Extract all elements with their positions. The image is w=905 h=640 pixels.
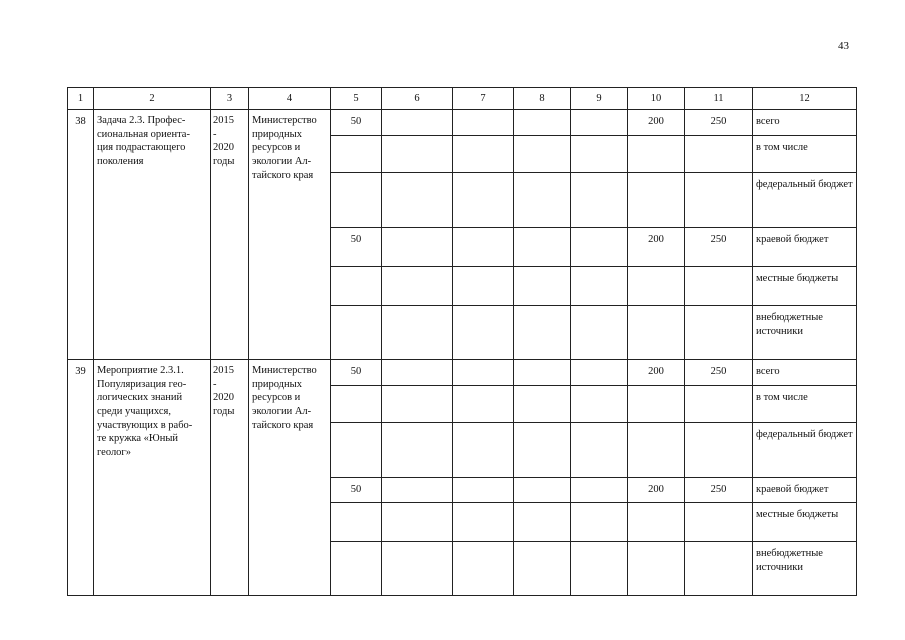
cell-col10 [628, 173, 685, 228]
funding-source: федеральный бюджет [753, 173, 857, 228]
cell-col11 [685, 267, 753, 306]
cell-col10 [628, 423, 685, 478]
text-line: ция подрастающего [97, 142, 186, 154]
text-line: Задача 2.3. Профес- [97, 115, 186, 126]
cell-col6 [382, 542, 453, 596]
header-cell: 11 [685, 88, 753, 110]
entry-description [94, 360, 211, 596]
header-cell: 5 [331, 88, 382, 110]
text-line: 2020 [213, 142, 234, 154]
text-line: Министерство [252, 365, 317, 376]
header-cell: 9 [571, 88, 628, 110]
cell-col8 [514, 267, 571, 306]
cell-col8 [514, 478, 571, 503]
cell-col8 [514, 173, 571, 228]
cell-col5: 50 [331, 360, 382, 386]
header-cell: 10 [628, 88, 685, 110]
funding-source: внебюджетные источники [753, 306, 857, 360]
cell-col10: 200 [628, 110, 685, 136]
cell-col7 [453, 306, 514, 360]
cell-col8 [514, 136, 571, 173]
cell-col7 [453, 228, 514, 267]
text-line: тайского края [252, 419, 314, 431]
cell-col8 [514, 386, 571, 423]
cell-col9 [571, 503, 628, 542]
cell-col9 [571, 386, 628, 423]
cell-col11: 250 [685, 228, 753, 267]
cell-col11: 250 [685, 360, 753, 386]
cell-col9 [571, 228, 628, 267]
header-cell: 6 [382, 88, 453, 110]
cell-col9 [571, 360, 628, 386]
text-line: ресурсов и [252, 142, 301, 154]
cell-col7 [453, 136, 514, 173]
text-line: поколения [97, 155, 144, 167]
text-line: 2015 [213, 115, 234, 126]
cell-col9 [571, 306, 628, 360]
entry-row [68, 360, 857, 386]
text-line: экологии Ал- [252, 405, 312, 417]
cell-col10: 200 [628, 478, 685, 503]
cell-col6 [382, 423, 453, 478]
entry-years [211, 110, 249, 360]
cell-col9 [571, 542, 628, 596]
funding-source: краевой бюджет [753, 228, 857, 267]
text-line: 2015 [213, 365, 234, 376]
header-cell: 1 [68, 88, 94, 110]
entry-executor [249, 360, 331, 596]
cell-col10 [628, 386, 685, 423]
cell-col7 [453, 110, 514, 136]
header-cell: 3 [211, 88, 249, 110]
cell-col5 [331, 423, 382, 478]
header-cell: 2 [94, 88, 211, 110]
cell-col8 [514, 542, 571, 596]
cell-col8 [514, 306, 571, 360]
cell-col10: 200 [628, 228, 685, 267]
text-line: геолог» [97, 446, 131, 458]
header-cell: 7 [453, 88, 514, 110]
funding-source: в том числе [753, 136, 857, 173]
cell-col11 [685, 503, 753, 542]
cell-col5: 50 [331, 110, 382, 136]
cell-col7 [453, 478, 514, 503]
text-line: годы [213, 155, 235, 167]
header-cell: 4 [249, 88, 331, 110]
cell-col11: 250 [685, 478, 753, 503]
cell-col7 [453, 423, 514, 478]
header-cell: 12 [753, 88, 857, 110]
cell-col6 [382, 173, 453, 228]
entry-row [68, 110, 857, 136]
cell-col5 [331, 306, 382, 360]
cell-col10 [628, 306, 685, 360]
text-line: Министерство [252, 115, 317, 126]
cell-col11 [685, 136, 753, 173]
funding-source: местные бюджеты [753, 503, 857, 542]
budget-table [67, 87, 857, 596]
cell-col7 [453, 173, 514, 228]
cell-col10 [628, 267, 685, 306]
text-line: Популяризация гео- [97, 378, 187, 390]
text-line: среди учащихся, [97, 405, 171, 417]
cell-col5 [331, 503, 382, 542]
cell-col6 [382, 306, 453, 360]
funding-source: всего [753, 360, 857, 386]
cell-col5 [331, 386, 382, 423]
header-cell: 8 [514, 88, 571, 110]
text-line: логических знаний [97, 392, 183, 404]
cell-col7 [453, 542, 514, 596]
cell-col9 [571, 423, 628, 478]
funding-source: внебюджетные источники [753, 542, 857, 596]
text-line: природных [252, 378, 302, 390]
cell-col10 [628, 542, 685, 596]
cell-col5: 50 [331, 228, 382, 267]
cell-col11 [685, 386, 753, 423]
funding-source: местные бюджеты [753, 267, 857, 306]
funding-source: всего [753, 110, 857, 136]
text-line: - [213, 128, 217, 140]
entry-number: 38 [68, 110, 94, 360]
cell-col6 [382, 228, 453, 267]
cell-col9 [571, 267, 628, 306]
cell-col10: 200 [628, 360, 685, 386]
entry-executor [249, 110, 331, 360]
cell-col6 [382, 267, 453, 306]
cell-col10 [628, 136, 685, 173]
cell-col8 [514, 228, 571, 267]
cell-col8 [514, 423, 571, 478]
text-line: те кружка «Юный [97, 433, 179, 445]
text-line: Мероприятие 2.3.1. [97, 365, 184, 376]
cell-col11 [685, 173, 753, 228]
cell-col11 [685, 542, 753, 596]
text-line: годы [213, 405, 235, 417]
cell-col6 [382, 110, 453, 136]
cell-col6 [382, 360, 453, 386]
text-line: 2020 [213, 392, 234, 404]
cell-col6 [382, 386, 453, 423]
cell-col9 [571, 478, 628, 503]
cell-col9 [571, 110, 628, 136]
cell-col9 [571, 173, 628, 228]
cell-col6 [382, 503, 453, 542]
cell-col5 [331, 267, 382, 306]
cell-col10 [628, 503, 685, 542]
entry-number: 39 [68, 360, 94, 596]
cell-col7 [453, 267, 514, 306]
cell-col6 [382, 478, 453, 503]
cell-col9 [571, 136, 628, 173]
text-line: природных [252, 128, 302, 140]
text-line: экологии Ал- [252, 155, 312, 167]
text-line: ресурсов и [252, 392, 301, 404]
cell-col7 [453, 360, 514, 386]
cell-col5 [331, 542, 382, 596]
funding-source: федеральный бюджет [753, 423, 857, 478]
cell-col5 [331, 173, 382, 228]
page-number: 43 [838, 40, 849, 52]
cell-col7 [453, 386, 514, 423]
cell-col8 [514, 360, 571, 386]
cell-col5 [331, 136, 382, 173]
cell-col8 [514, 503, 571, 542]
cell-col11 [685, 423, 753, 478]
text-line: сиональная ориента- [97, 128, 190, 140]
text-line: участвующих в рабо- [97, 419, 193, 431]
text-line: - [213, 378, 217, 390]
cell-col5: 50 [331, 478, 382, 503]
cell-col7 [453, 503, 514, 542]
funding-source: в том числе [753, 386, 857, 423]
cell-col11 [685, 306, 753, 360]
entry-years [211, 360, 249, 596]
cell-col6 [382, 136, 453, 173]
cell-col8 [514, 110, 571, 136]
entry-description [94, 110, 211, 360]
funding-source: краевой бюджет [753, 478, 857, 503]
text-line: тайского края [252, 169, 314, 181]
header-row [68, 88, 857, 110]
cell-col11: 250 [685, 110, 753, 136]
